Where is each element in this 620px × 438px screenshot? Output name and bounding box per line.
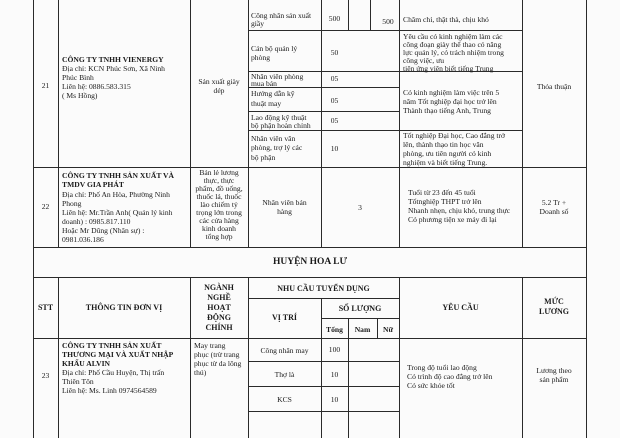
row-line bbox=[33, 167, 587, 168]
row23-pos1-qty: 100 bbox=[328, 345, 341, 354]
col-line bbox=[321, 298, 322, 438]
row22-position-line1: Nhân viên bán bbox=[262, 198, 307, 207]
row-line bbox=[33, 338, 587, 339]
row22-req-line3: Nhanh nhẹn, chịu khó, trung thực bbox=[408, 206, 511, 215]
row21-address-line2: Phúc Bình bbox=[62, 73, 94, 82]
row21-req3-line2: năm Tốt nghiệp đại học trở lên bbox=[403, 97, 497, 106]
header-salary-line1: MỨC bbox=[544, 297, 564, 306]
row22-industry-line2: thực, thực bbox=[203, 176, 235, 185]
row21-pos5-line1: Lao động kỹ thuật bbox=[251, 113, 307, 122]
border-right bbox=[586, 0, 587, 438]
row22-industry-line5: lào chiếm tỷ bbox=[200, 200, 238, 209]
row22-industry-line3: phẩm, đồ uống, bbox=[195, 184, 243, 193]
row22-industry-line7: các cửa hàng bbox=[199, 216, 239, 225]
row22-req-line2: Tốtnghiệp THPT trở lên bbox=[408, 197, 482, 206]
row21-pos2-line2: phòng bbox=[251, 53, 270, 62]
row23-company-name-line3: KHẨU ALVIN bbox=[62, 359, 111, 368]
row21-pos5-line2: bộ phận hoàn chỉnh bbox=[251, 121, 311, 130]
col-qty-total-divider bbox=[348, 0, 349, 30]
row23-address-line2: Thiên Tôn bbox=[62, 377, 94, 386]
col-qty-male-divider bbox=[370, 0, 371, 30]
row22-industry-line1: Bán lẻ lương bbox=[199, 168, 239, 177]
section-title: HUYỆN HOA LƯ bbox=[272, 257, 348, 267]
row-line bbox=[248, 386, 399, 387]
row22-industry-line8: kinh doanh bbox=[202, 224, 236, 233]
row22-contact-line3: Hoặc Mr Dũng (Nhân sự) : bbox=[62, 226, 145, 235]
row21-pos3-line2: mua bán bbox=[251, 79, 277, 88]
row22-stt: 22 bbox=[41, 202, 50, 211]
row21-req4-line4: nghiệm và biết tiếng Trung. bbox=[403, 158, 488, 167]
row23-contact: Liên hệ: Ms. Linh 0974564589 bbox=[62, 386, 157, 395]
row21-pos2-qty: 50 bbox=[330, 48, 339, 57]
row21-pos2-line1: Cán bộ quản lý bbox=[251, 44, 298, 53]
row23-industry-line1: May trang bbox=[194, 341, 226, 350]
row-line bbox=[321, 318, 399, 319]
header-position: VỊ TRÍ bbox=[272, 313, 297, 322]
header-male: Nam bbox=[354, 325, 371, 334]
row21-req4-line1: Tốt nghiệp Đại học, Cao đẳng trở bbox=[403, 131, 506, 140]
row-line bbox=[33, 247, 587, 248]
row23-pos2: Thợ là bbox=[274, 370, 295, 379]
row22-industry-line4: thuốc lá, thuốc bbox=[196, 192, 242, 201]
row21-req2-line2: công đoạn giày thể thao có năng bbox=[403, 40, 502, 49]
row21-req2-line5: tiên ứng viên biết tiếng Trung bbox=[403, 64, 494, 73]
col-line bbox=[58, 277, 59, 438]
header-industry-line3: HOẠT bbox=[207, 303, 231, 312]
col-stt-divider bbox=[58, 0, 59, 247]
row21-pos6-line1: Nhân viên văn bbox=[251, 134, 296, 143]
header-female: Nữ bbox=[382, 325, 394, 334]
row23-req-line3: Có sức khỏe tốt bbox=[407, 381, 455, 390]
row21-req4-line3: phòng, ưu tiên người có kinh bbox=[403, 149, 492, 158]
row21-req2-line3: lực quản lý, có trách nhiệm trong bbox=[403, 48, 504, 57]
header-industry-line4: ĐỘNG bbox=[207, 313, 231, 322]
row21-pos6-line2: phòng, trợ lý các bbox=[251, 143, 303, 152]
row21-pos3-qty: 05 bbox=[330, 74, 339, 83]
row23-salary-line1: Lương theo bbox=[536, 366, 572, 375]
row23-req-line1: Trong độ tuổi lao động bbox=[407, 363, 477, 372]
row23-stt: 23 bbox=[41, 371, 50, 380]
header-industry-line5: CHÍNH bbox=[205, 323, 233, 332]
row22-contact-line1: Liên hệ: Mr.Trần Anh( Quản lý kinh bbox=[62, 208, 173, 217]
row22-req-line1: Tuổi từ 23 đến 45 tuổi bbox=[408, 188, 476, 197]
row23-company-name-line1: CÔNG TY TNHH SẢN XUẤT bbox=[62, 341, 162, 350]
row22-position-line2: hàng bbox=[277, 207, 292, 216]
row21-pos1-line1: Công nhân sản xuất bbox=[251, 11, 312, 20]
row21-stt: 21 bbox=[41, 81, 50, 90]
row23-pos2-qty: 10 bbox=[330, 370, 339, 379]
row23-address-line1: Địa chỉ: Phố Cầu Huyện, Thị trấn bbox=[62, 368, 165, 377]
row22-salary-line2: Doanh số bbox=[539, 207, 569, 216]
row22-qty: 3 bbox=[358, 203, 362, 212]
header-total: Tổng bbox=[326, 325, 343, 334]
col-qty-divider bbox=[399, 0, 400, 247]
row21-pos6-qty: 10 bbox=[330, 144, 339, 153]
header-industry-line2: NGHỀ bbox=[207, 293, 231, 302]
header-industry-line1: NGÀNH bbox=[204, 283, 234, 292]
col-line bbox=[399, 277, 400, 438]
row21-pos3-line1: Nhân viên phòng bbox=[251, 72, 304, 81]
row22-contact-line2: doanh) : 0985.817.110 bbox=[62, 217, 131, 226]
row-line bbox=[248, 111, 399, 112]
row21-pos5-qty: 05 bbox=[330, 116, 339, 125]
header-demand: NHU CẦU TUYỂN DỤNG bbox=[277, 284, 370, 293]
header-stt: STT bbox=[37, 303, 54, 312]
row22-company-name-line2: TMDV GIA PHÁT bbox=[62, 180, 124, 189]
row21-req3-line1: Có kinh nghiệm làm việc trên 5 bbox=[403, 88, 500, 97]
row23-industry-line3: phục từ da lông bbox=[194, 359, 242, 368]
row23-salary-line2: sản phẩm bbox=[539, 375, 569, 384]
row21-req1: Chăm chỉ, thật thà, chịu khó bbox=[403, 15, 489, 24]
row21-industry-line1: Sản xuất giày bbox=[198, 77, 240, 86]
row22-salary-line1: 5.2 Tr + bbox=[541, 198, 567, 207]
row21-pos6-line3: bộ phận bbox=[251, 153, 276, 162]
row21-req2-line4: công việc, ưu bbox=[403, 56, 445, 65]
row22-address-line2: Phong bbox=[62, 199, 82, 208]
col-line bbox=[248, 277, 249, 438]
row23-req-line2: Có trình độ cao đẳng trở lên bbox=[407, 372, 493, 381]
row21-contact-person: ( Ms Hồng) bbox=[62, 91, 98, 100]
row21-pos1-line2: giầy bbox=[251, 19, 265, 28]
row-line bbox=[248, 30, 522, 31]
row21-contact: Liên hệ: 0886.583.315 bbox=[62, 82, 131, 91]
row21-req3-line3: Thành thạo tiếng Anh, Trung bbox=[403, 106, 491, 115]
row23-company-name-line2: THƯƠNG MẠI VÀ XUẤT NHẬP bbox=[62, 350, 174, 359]
header-company: THÔNG TIN ĐƠN VỊ bbox=[85, 303, 163, 312]
row21-salary: Thỏa thuận bbox=[536, 82, 572, 91]
row22-req-line4: Có phương tiện xe máy đi lại bbox=[408, 215, 497, 224]
row21-pos1-qty: 500 bbox=[328, 14, 341, 23]
col-line bbox=[348, 318, 349, 438]
row-line bbox=[248, 298, 399, 299]
row22-contact-line4: 0981.036.186 bbox=[62, 235, 104, 244]
row21-pos4-qty: 05 bbox=[330, 96, 339, 105]
row22-industry-line9: tổng hợp bbox=[205, 232, 233, 241]
row23-industry-line4: thú) bbox=[194, 368, 207, 377]
row21-industry-line2: dép bbox=[213, 86, 225, 95]
header-quantity: SỐ LƯỢNG bbox=[338, 304, 382, 313]
row23-pos1: Công nhân may bbox=[260, 346, 309, 355]
row21-req2-line1: Yêu cầu có kinh nghiệm làm các bbox=[403, 32, 503, 41]
row22-industry-line6: trọng lớn trong bbox=[196, 208, 242, 217]
row21-pos4-line1: Hướng dẫn kỹ bbox=[251, 89, 295, 98]
row21-address-line1: Địa chỉ: KCN Phúc Sơn, Xã Ninh bbox=[62, 64, 165, 73]
row-line bbox=[248, 361, 399, 362]
row23-industry-line2: phục (trừ trang bbox=[194, 350, 240, 359]
row22-address-line1: Địa chỉ: Phố An Hòa, Phường Ninh bbox=[62, 190, 170, 199]
header-requirements: YÊU CẦU bbox=[442, 303, 479, 312]
row21-pos1-total: 500 bbox=[382, 17, 394, 26]
row21-company-name: CÔNG TY TNHH VIENERGY bbox=[62, 55, 164, 64]
row-line bbox=[248, 411, 399, 412]
row-line bbox=[33, 277, 587, 278]
header-salary-line2: LƯƠNG bbox=[539, 307, 569, 316]
row21-pos4-line2: thuật may bbox=[251, 99, 282, 108]
row23-pos3-qty: 10 bbox=[330, 395, 339, 404]
row21-req4-line2: lên, thành thạo tin học văn bbox=[403, 140, 484, 149]
row23-pos3: KCS bbox=[277, 395, 292, 404]
row22-company-name-line1: CÔNG TY TNHH SẢN XUẤT VÀ bbox=[62, 171, 175, 180]
